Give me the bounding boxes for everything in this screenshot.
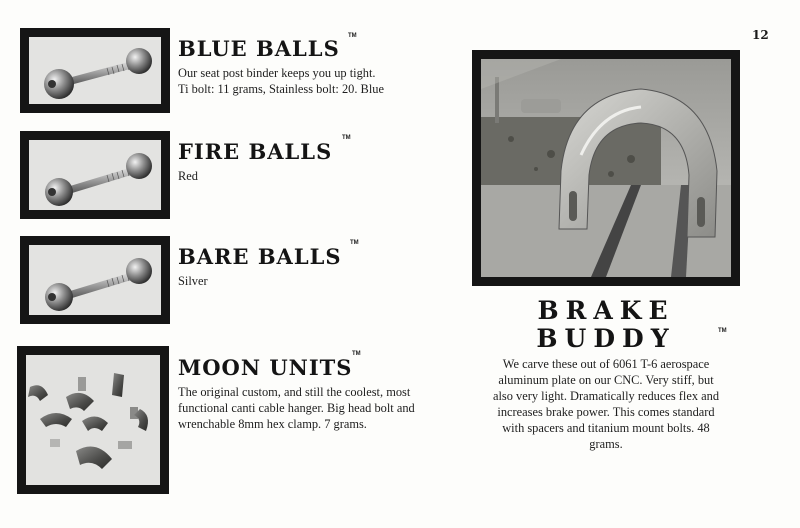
product-title-blue-balls: BLUE BALLS [178, 36, 340, 61]
description-line: with spacers and titanium mount bolts. 48 [502, 421, 710, 435]
product-description-blue-balls [178, 65, 384, 97]
product-description-moon-units [178, 384, 415, 432]
description-line: The original custom, and still the coolest, most [178, 385, 411, 399]
binder-bolt-image [29, 140, 161, 210]
brake-buddy-image [481, 59, 731, 277]
description-line: Red [178, 169, 198, 183]
page-number: 12 [752, 28, 769, 42]
description-line: Our seat post binder keeps you up tight. [178, 66, 376, 80]
feature-description [473, 356, 739, 452]
description-line: Silver [178, 274, 208, 288]
moon-units-photo [17, 346, 169, 494]
description-line: wrenchable 8mm hex clamp. 7 grams. [178, 417, 367, 431]
description-line: functional canti cable hanger. Big head bolt and [178, 401, 415, 415]
product-description-bare-balls [178, 273, 208, 289]
description-line: grams. [589, 437, 623, 451]
feature-title-line-1: BRAKE [537, 296, 675, 325]
description-line: aluminum plate on our CNC. Very stiff, but [498, 373, 714, 387]
trademark-mark: TM [350, 240, 359, 246]
trademark-mark: TM [348, 33, 357, 39]
blue-balls-photo [20, 28, 170, 113]
fire-balls-photo [20, 131, 170, 219]
trademark-mark: TM [352, 351, 361, 357]
trademark-mark: TM [342, 135, 351, 141]
cable-hanger-parts-image [26, 355, 160, 485]
brake-buddy-photo [472, 50, 740, 286]
bare-balls-photo [20, 236, 170, 324]
product-description-fire-balls [178, 168, 198, 184]
binder-bolt-image [29, 37, 161, 104]
product-title-fire-balls: FIRE BALLS [178, 139, 333, 164]
description-line: We carve these out of 6061 T-6 aerospace [502, 357, 710, 371]
product-title-bare-balls: BARE BALLS [178, 244, 342, 269]
description-line: increases brake power. This comes standard [497, 405, 715, 419]
binder-bolt-image [29, 245, 161, 315]
trademark-mark: TM [718, 328, 727, 334]
product-title-moon-units: MOON UNITS [178, 355, 353, 380]
feature-title-line-2: BUDDY [536, 324, 676, 353]
description-line: also very light. Dramatically reduces flex and [492, 389, 720, 403]
description-line: Ti bolt: 11 grams, Stainless bolt: 20. Blue [178, 82, 384, 96]
